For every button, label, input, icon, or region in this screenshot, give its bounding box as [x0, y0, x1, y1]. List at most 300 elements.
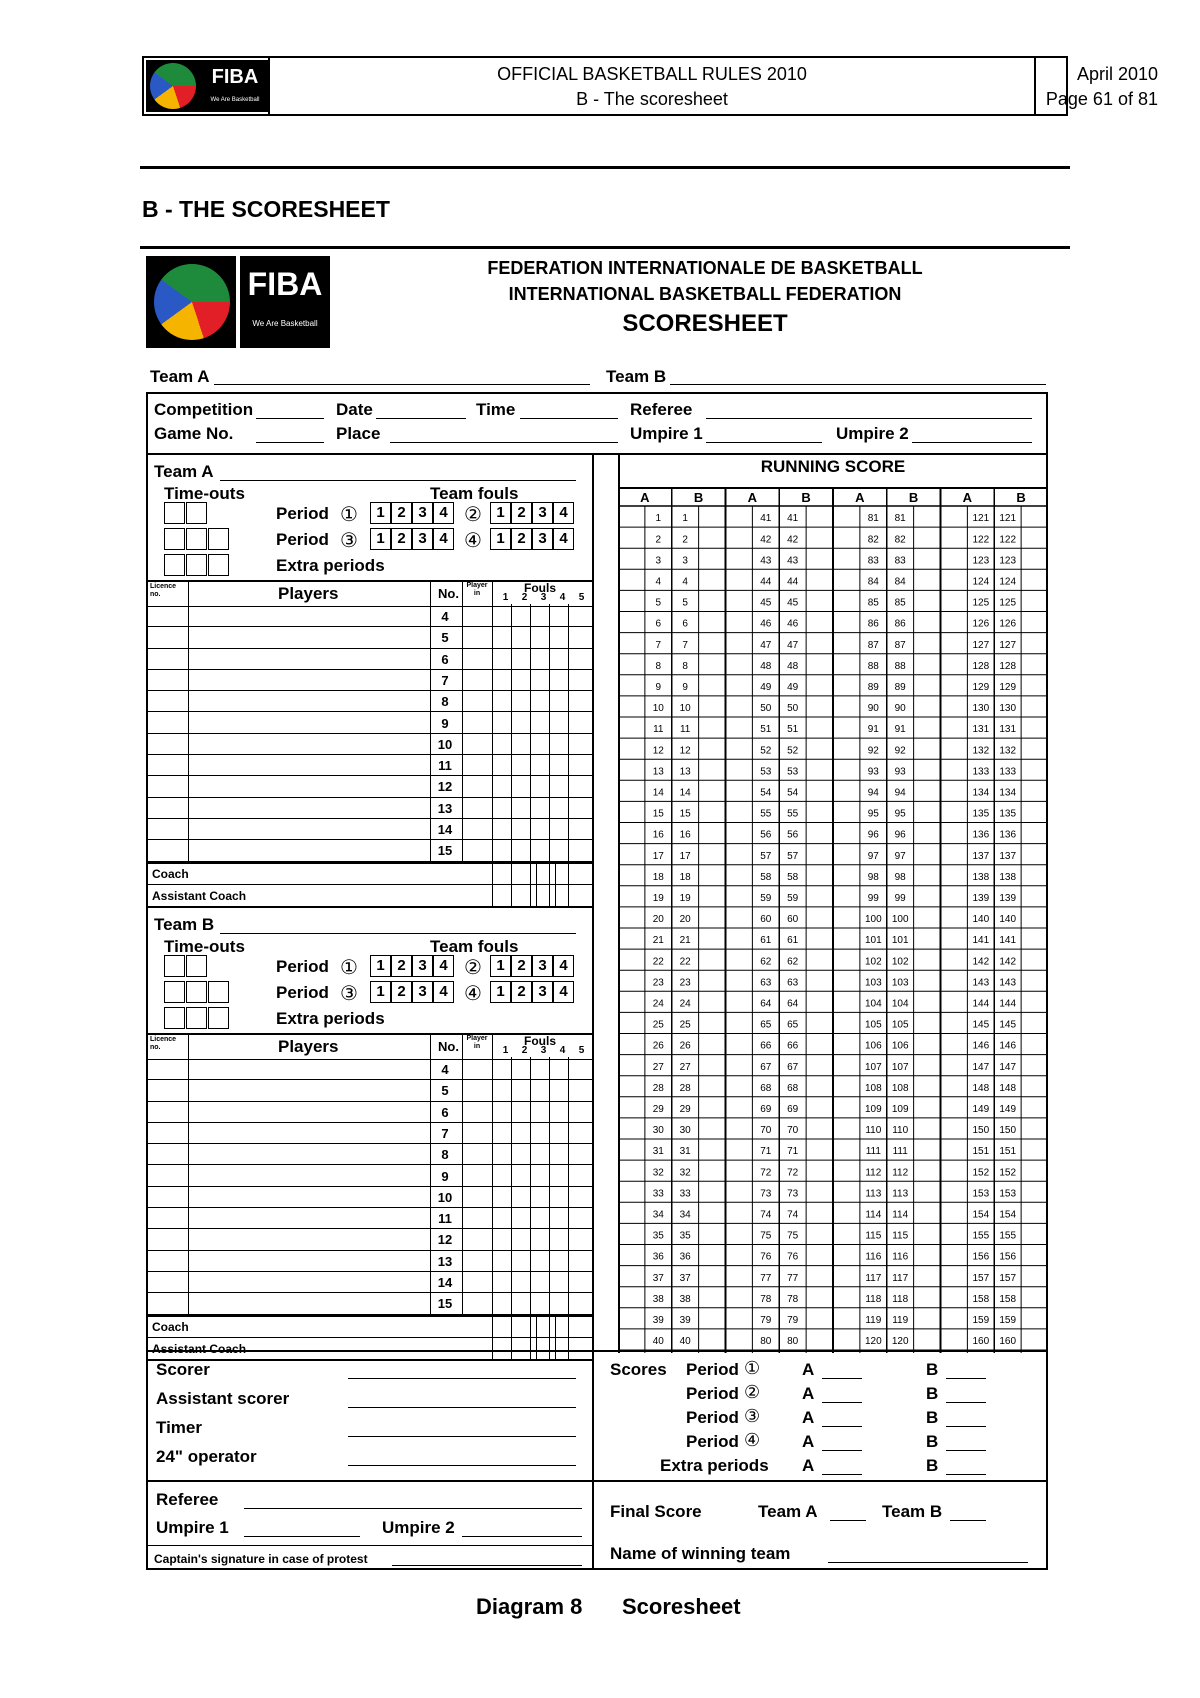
team-b-team-foul-box[interactable]: 2: [391, 981, 412, 1003]
team-a-field[interactable]: [214, 384, 590, 385]
table-row: [146, 1080, 592, 1101]
divider: [530, 1057, 531, 1359]
rs-number-a: 112: [865, 1167, 882, 1179]
logo-sub: We Are Basketball: [252, 319, 318, 328]
rs-number-b: 53: [787, 766, 799, 778]
rs-number-b: 51: [787, 724, 799, 736]
period-score-b-label: B: [926, 1432, 939, 1451]
logo-sub: We Are Basketball: [210, 97, 260, 103]
team-a-team-foul-box[interactable]: 1: [370, 528, 391, 550]
rs-number-a: 37: [652, 1272, 664, 1284]
period-score-b-field[interactable]: [946, 1378, 986, 1379]
rs-number-b: 124: [999, 576, 1017, 588]
rs-number-b: 41: [787, 513, 799, 525]
assistant-scorer-label: Assistant scorer: [156, 1389, 290, 1408]
table-row: [146, 734, 592, 755]
table-row: [146, 1187, 592, 1208]
referee-bottom-field[interactable]: [244, 1508, 582, 1509]
rs-number-a: 3: [655, 555, 662, 567]
scorer-label: Scorer: [156, 1360, 210, 1379]
team-a-team-foul-box[interactable]: 2: [511, 528, 532, 550]
table-row: [146, 819, 592, 840]
team-a-team-foul-box[interactable]: 4: [553, 502, 574, 524]
rs-number-b: 155: [999, 1230, 1017, 1242]
period-score-a-field[interactable]: [822, 1426, 862, 1427]
rs-number-b: 54: [787, 787, 799, 799]
period-score-a-field[interactable]: [822, 1378, 862, 1379]
rs-number-a: 31: [652, 1146, 664, 1158]
game-no-label: Game No.: [154, 424, 234, 443]
table-row: [146, 1208, 592, 1229]
final-team-a-label: Team A: [758, 1502, 818, 1521]
rs-number-a: 25: [652, 1019, 664, 1031]
rs-number-b: 150: [999, 1125, 1017, 1137]
team-a-name-field[interactable]: [220, 480, 576, 481]
team-a-team-foul-box[interactable]: 1: [490, 502, 511, 524]
place-field[interactable]: [390, 442, 618, 443]
rs-number-a: 129: [972, 681, 990, 693]
period-score-b-label: B: [926, 1384, 939, 1403]
period-score-a-label: A: [802, 1432, 815, 1451]
team-b-team-foul-box[interactable]: 3: [532, 981, 553, 1003]
rs-number-b: 43: [787, 555, 799, 567]
rs-number-a: 100: [864, 914, 882, 926]
team-b-period-label: Period: [276, 957, 329, 976]
fiba-logo: [146, 60, 268, 112]
rs-number-b: 70: [787, 1125, 799, 1137]
table-row: [146, 606, 592, 627]
rs-number-b: 42: [787, 534, 799, 546]
team-b-timeout-box[interactable]: [186, 981, 207, 1003]
rs-number-b: 145: [999, 1019, 1017, 1031]
period-score-a-field[interactable]: [822, 1474, 862, 1475]
divider: [492, 580, 493, 906]
umpire2-label: Umpire 2: [836, 424, 909, 443]
rs-number-b: 138: [999, 871, 1017, 883]
rs-number-b: 102: [891, 956, 909, 968]
team-a-team-foul-box[interactable]: 2: [391, 502, 412, 524]
team-b-team-foul-box[interactable]: 3: [412, 981, 433, 1003]
umpire1-label: Umpire 1: [630, 424, 703, 443]
team-a-timeout-box[interactable]: [208, 528, 229, 550]
rs-number-b: 44: [787, 576, 799, 588]
final-team-a-field[interactable]: [830, 1520, 866, 1521]
team-a-period-num: ②: [464, 504, 482, 526]
period-score-b-field[interactable]: [946, 1474, 986, 1475]
umpire2-field[interactable]: [912, 442, 1032, 443]
team-a-foul-col-header: 2: [521, 592, 528, 603]
rs-number-a: 155: [972, 1230, 990, 1242]
table-row: [146, 1059, 592, 1080]
table-row: [146, 1251, 592, 1272]
rs-number-b: 89: [894, 681, 906, 693]
rs-number-b: 116: [892, 1251, 909, 1263]
team-b-player-number: 4: [441, 1062, 449, 1077]
rs-number-a: 64: [760, 998, 772, 1010]
team-a-timeout-box[interactable]: [164, 502, 185, 524]
period-score-b-label: B: [926, 1360, 939, 1379]
time-field[interactable]: [520, 418, 618, 419]
team-b-team-foul-box[interactable]: 4: [553, 955, 574, 977]
rs-number-a: 106: [864, 1040, 882, 1052]
table-row: [146, 713, 592, 734]
rs-number-a: 147: [972, 1061, 990, 1073]
rs-number-a: 128: [972, 660, 990, 672]
umpire1-bottom-field[interactable]: [244, 1536, 360, 1537]
divider: [430, 1033, 431, 1315]
rs-number-b: 18: [679, 871, 691, 883]
rs-number-a: 46: [760, 618, 772, 630]
team-b-team-foul-box[interactable]: 3: [412, 955, 433, 977]
rs-number-a: 114: [865, 1209, 882, 1221]
rs-number-a: 73: [760, 1188, 772, 1200]
team-b-extra-periods-label: Extra periods: [276, 1009, 385, 1028]
timer-label: Timer: [156, 1418, 202, 1437]
team-b-period-num: ①: [340, 957, 358, 979]
final-team-b-field[interactable]: [950, 1520, 986, 1521]
rs-number-a: 105: [864, 1019, 882, 1031]
header-title-line2: B - The scoresheet: [576, 89, 728, 109]
period-score-a-label: A: [802, 1360, 815, 1379]
rs-number-b: 27: [679, 1061, 691, 1073]
rs-number-a: 146: [972, 1040, 990, 1052]
rs-number-b: 9: [682, 681, 688, 693]
team-b-team-foul-box[interactable]: 1: [370, 981, 391, 1003]
team-a-timeout-box[interactable]: [186, 528, 207, 550]
team-b-player-number: 6: [441, 1104, 449, 1120]
team-a-team-foul-box[interactable]: 2: [391, 528, 412, 550]
team-b-timeout-box[interactable]: [208, 1007, 229, 1029]
rs-number-b: 82: [894, 534, 906, 546]
captain-signature-field[interactable]: [392, 1565, 582, 1566]
period-score-num: ④: [744, 1430, 761, 1450]
rs-number-a: 124: [972, 576, 990, 588]
rs-number-a: 104: [864, 998, 882, 1010]
rs-number-b: 38: [679, 1293, 691, 1305]
rs-number-b: 5: [682, 597, 688, 609]
rs-number-b: 52: [787, 745, 799, 757]
final-score-label: Final Score: [610, 1502, 702, 1521]
timer-field[interactable]: [348, 1436, 576, 1437]
team-b-fouls-header: Fouls: [524, 1034, 556, 1048]
rs-number-b: 28: [679, 1082, 691, 1094]
divider: [146, 1545, 592, 1546]
rs-number-a: 91: [867, 724, 879, 736]
rs-number-b: 134: [999, 787, 1017, 799]
team-b-team-foul-box[interactable]: 1: [490, 955, 511, 977]
team-b-timeout-box[interactable]: [164, 955, 185, 977]
divider: [549, 604, 550, 906]
rs-number-b: 69: [787, 1103, 799, 1115]
divider: [592, 1350, 594, 1570]
team-a-extra-periods-label: Extra periods: [276, 556, 385, 575]
table-row: [146, 649, 592, 670]
assistant-scorer-field[interactable]: [348, 1407, 576, 1408]
winning-team-label: Name of winning team: [610, 1544, 791, 1563]
rs-number-a: 10: [652, 703, 664, 715]
rs-number-b: 153: [999, 1188, 1017, 1200]
team-b-period-num: ③: [340, 983, 358, 1005]
rs-number-b: 100: [891, 914, 909, 926]
period-score-b-label: B: [926, 1456, 939, 1475]
team-a-no-header: No.: [438, 586, 459, 601]
rs-number-a: 53: [760, 766, 772, 778]
team-b-team-foul-box[interactable]: 4: [553, 981, 574, 1003]
team-a-team-foul-box[interactable]: 3: [412, 528, 433, 550]
rs-number-b: 109: [891, 1103, 909, 1115]
rs-number-b: 152: [999, 1167, 1017, 1179]
team-a-foul-col-header: 5: [578, 592, 585, 603]
rs-number-a: 57: [760, 850, 772, 862]
rs-number-b: 34: [679, 1209, 691, 1221]
team-a-player-number: 12: [437, 779, 453, 795]
team-a-team-foul-box[interactable]: 1: [490, 528, 511, 550]
divider: [568, 604, 569, 906]
rs-number-a: 43: [760, 555, 772, 567]
rs-number-a: 35: [652, 1230, 664, 1242]
rs-number-b: 68: [787, 1082, 799, 1094]
team-a-player-number: 11: [438, 758, 452, 774]
rs-number-b: 130: [999, 703, 1017, 715]
team-b-label: Team B: [606, 367, 667, 386]
umpire1-bottom-label: Umpire 1: [156, 1518, 229, 1537]
rs-number-a: 148: [972, 1082, 990, 1094]
umpire2-bottom-field[interactable]: [462, 1536, 582, 1537]
divider: [462, 580, 463, 862]
team-b-timeouts-label: Time-outs: [164, 937, 245, 956]
scorer-field[interactable]: [348, 1378, 576, 1379]
rs-col-header-a: A: [855, 490, 865, 505]
period-score-b-field[interactable]: [946, 1426, 986, 1427]
rs-number-a: 41: [760, 513, 772, 525]
header-title: [268, 58, 1036, 114]
rs-number-a: 48: [760, 660, 772, 672]
rs-number-b: 160: [999, 1336, 1017, 1348]
referee-bottom-label: Referee: [156, 1490, 219, 1509]
team-a-timeout-box[interactable]: [186, 502, 207, 524]
rs-number-b: 88: [894, 660, 906, 672]
rs-number-a: 80: [760, 1336, 772, 1348]
team-b-player-number: 8: [441, 1147, 449, 1163]
table-row: [146, 670, 592, 691]
rs-number-a: 156: [972, 1251, 990, 1263]
team-a-timeout-box[interactable]: [208, 554, 229, 576]
team-b-timeout-box[interactable]: [208, 981, 229, 1003]
rs-number-a: 135: [972, 808, 990, 820]
team-a-team-foul-box[interactable]: 2: [511, 502, 532, 524]
team-b-name-field[interactable]: [220, 933, 576, 934]
rs-number-b: 3: [682, 555, 688, 567]
period-score-label: Period: [686, 1384, 739, 1403]
divider: [188, 580, 189, 862]
rs-number-b: 59: [787, 892, 799, 904]
rs-number-b: 13: [679, 766, 691, 778]
rs-number-b: 133: [999, 766, 1017, 778]
team-b-timeout-box[interactable]: [164, 1007, 185, 1029]
rs-number-b: 107: [891, 1061, 909, 1073]
period-score-a-field[interactable]: [822, 1450, 862, 1451]
table-row: [146, 755, 592, 776]
team-a-player-number: 8: [441, 694, 449, 710]
table-row: [146, 1293, 592, 1314]
rs-number-b: 111: [892, 1146, 908, 1158]
team-b-player-number: 7: [441, 1125, 449, 1141]
competition-field[interactable]: [256, 418, 324, 419]
rs-number-a: 26: [652, 1040, 664, 1052]
rs-number-b: 60: [787, 914, 799, 926]
team-a-team-foul-box[interactable]: 4: [433, 502, 454, 524]
rs-number-b: 117: [892, 1272, 909, 1284]
rs-number-a: 59: [760, 892, 772, 904]
team-b-period-num: ④: [464, 983, 482, 1005]
team-b-timeout-box[interactable]: [186, 955, 207, 977]
date-field[interactable]: [376, 418, 466, 419]
rs-number-b: 2: [682, 534, 688, 546]
rs-number-a: 32: [652, 1167, 664, 1179]
team-b-team-foul-box[interactable]: 2: [511, 955, 532, 977]
team-b-team-foul-box[interactable]: 4: [433, 955, 454, 977]
period-score-b-field[interactable]: [946, 1402, 986, 1403]
team-b-player-in-header: Player in: [466, 1035, 488, 1050]
team-b-team-foul-box[interactable]: 2: [511, 981, 532, 1003]
umpire1-field[interactable]: [706, 442, 822, 443]
rs-number-a: 140: [972, 914, 990, 926]
rs-number-b: 90: [894, 703, 906, 715]
rs-number-b: 106: [891, 1040, 909, 1052]
rs-number-b: 63: [787, 977, 799, 989]
team-b-team-foul-box[interactable]: 2: [391, 955, 412, 977]
team-b-timeout-box[interactable]: [186, 1007, 207, 1029]
table-row: [146, 1102, 592, 1123]
rs-number-b: 110: [892, 1125, 909, 1137]
period-score-b-label: B: [926, 1408, 939, 1427]
rs-number-b: 66: [787, 1040, 799, 1052]
team-a-team-foul-box[interactable]: 1: [370, 502, 391, 524]
rs-number-a: 2: [655, 534, 662, 546]
team-b-player-number: 10: [437, 1189, 453, 1205]
team-a-players-header: Players: [278, 584, 339, 603]
rs-number-b: 122: [999, 534, 1017, 546]
rs-number-a: 144: [972, 998, 990, 1010]
rs-number-a: 136: [972, 829, 990, 841]
rs-number-a: 107: [864, 1061, 882, 1073]
rs-number-a: 103: [864, 977, 882, 989]
table-row: [146, 1272, 592, 1293]
rs-number-b: 159: [999, 1314, 1017, 1326]
rs-number-b: 118: [892, 1293, 909, 1305]
rs-col-header-b: B: [801, 490, 811, 505]
rs-number-b: 123: [999, 555, 1017, 567]
team-a-player-number: 5: [441, 630, 449, 646]
team-b-team-foul-box[interactable]: 3: [532, 955, 553, 977]
rs-number-a: 98: [867, 871, 879, 883]
rs-number-a: 157: [972, 1272, 990, 1284]
team-a-player-number: 13: [437, 800, 453, 816]
rs-number-a: 108: [864, 1082, 882, 1094]
rs-number-b: 64: [787, 998, 799, 1010]
team-a-coach-label: Coach: [152, 866, 189, 881]
rs-number-a: 150: [972, 1125, 990, 1137]
rs-number-a: 92: [867, 745, 879, 757]
rs-number-b: 156: [999, 1251, 1017, 1263]
team-a-team-foul-box[interactable]: 4: [553, 528, 574, 550]
rs-number-b: 62: [787, 956, 799, 968]
rs-number-a: 132: [972, 745, 990, 757]
team-b-team-fouls-label: Team fouls: [430, 937, 519, 956]
rs-number-a: 121: [972, 513, 990, 525]
team-b-foul-col-header: 5: [578, 1045, 585, 1056]
rs-number-a: 143: [972, 977, 990, 989]
table-row: [146, 1229, 592, 1250]
rs-number-a: 120: [864, 1336, 882, 1348]
rs-number-b: 157: [999, 1272, 1017, 1284]
game-no-field[interactable]: [256, 442, 324, 443]
rs-number-a: 60: [760, 914, 772, 926]
period-score-a-field[interactable]: [822, 1402, 862, 1403]
divider: [146, 906, 592, 908]
rs-number-a: 119: [865, 1314, 882, 1326]
team-b-team-foul-box[interactable]: 1: [490, 981, 511, 1003]
team-b-timeout-box[interactable]: [164, 981, 185, 1003]
rs-number-a: 44: [760, 576, 772, 588]
rs-number-a: 122: [972, 534, 990, 546]
rs-number-b: 7: [682, 639, 688, 651]
rs-number-b: 83: [894, 555, 906, 567]
rs-number-b: 32: [679, 1167, 691, 1179]
referee-field[interactable]: [706, 418, 1032, 419]
team-b-field[interactable]: [670, 384, 1046, 385]
rs-number-b: 40: [679, 1336, 691, 1348]
rs-number-b: 22: [679, 956, 691, 968]
rs-number-b: 80: [787, 1336, 799, 1348]
team-b-team-foul-box[interactable]: 1: [370, 955, 391, 977]
team-a-timeout-box[interactable]: [186, 554, 207, 576]
period-score-num: ③: [744, 1406, 761, 1426]
rs-number-a: 81: [867, 513, 879, 525]
team-a-player-number: 15: [437, 843, 453, 859]
team-a-period-num: ③: [340, 530, 358, 552]
operator-field[interactable]: [348, 1465, 576, 1466]
team-a-player-number: 7: [441, 672, 449, 688]
team-a-timeout-box[interactable]: [164, 528, 185, 550]
rs-number-b: 148: [999, 1082, 1017, 1094]
team-a-team-foul-box[interactable]: 3: [532, 502, 553, 524]
rs-number-a: 153: [972, 1188, 990, 1200]
rs-number-a: 49: [760, 681, 772, 693]
team-a-timeout-box[interactable]: [164, 554, 185, 576]
rs-number-b: 151: [999, 1146, 1017, 1158]
rs-number-b: 20: [679, 914, 691, 926]
team-b-team-foul-box[interactable]: 4: [433, 981, 454, 1003]
divider: [568, 1057, 569, 1359]
rs-number-a: 18: [652, 871, 664, 883]
final-team-b-label: Team B: [882, 1502, 943, 1521]
rs-number-b: 76: [787, 1251, 799, 1263]
header-page: Page 61 of 81: [1045, 89, 1158, 109]
period-score-b-field[interactable]: [946, 1450, 986, 1451]
rs-number-b: 75: [787, 1230, 799, 1242]
team-a-team-foul-box[interactable]: 4: [433, 528, 454, 550]
rs-number-b: 25: [679, 1019, 691, 1031]
team-a-team-foul-box[interactable]: 3: [412, 502, 433, 524]
winning-team-field[interactable]: [828, 1562, 1028, 1563]
rs-number-a: 89: [867, 681, 879, 693]
rs-number-b: 129: [999, 681, 1017, 693]
rs-number-a: 113: [865, 1188, 882, 1200]
team-a-team-foul-box[interactable]: 3: [532, 528, 553, 550]
rs-number-a: 71: [760, 1146, 772, 1158]
period-score-label: Period: [686, 1408, 739, 1427]
